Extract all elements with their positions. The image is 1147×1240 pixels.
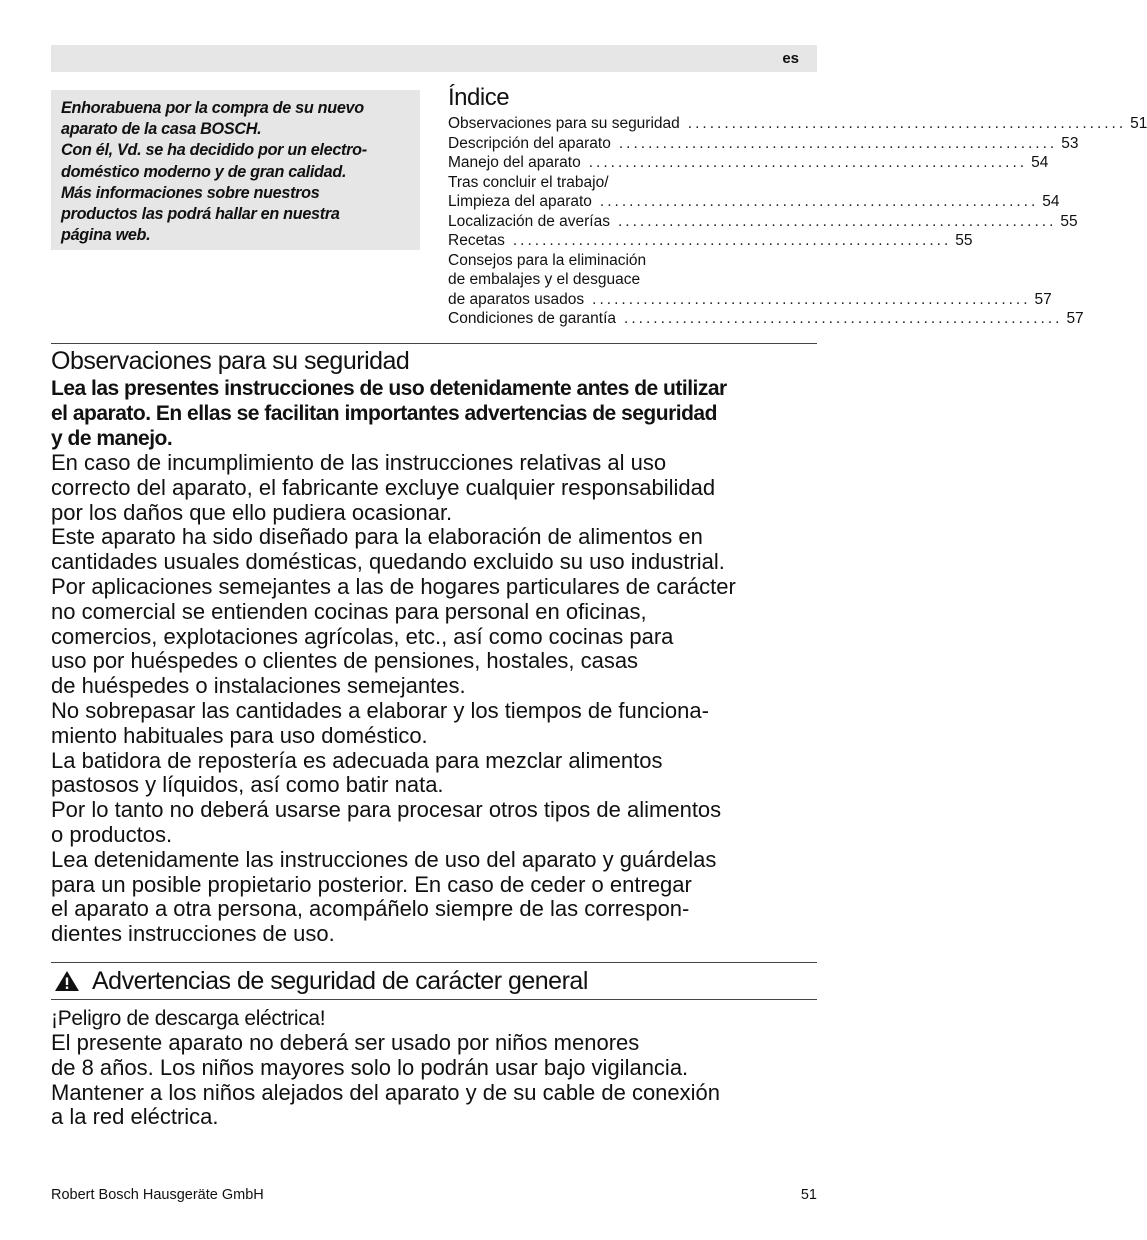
body-line: En caso de incumplimiento de las instrucciones relativas al uso	[51, 450, 667, 475]
warning-subtitle: ¡Peligro de descarga eléctrica!	[51, 1007, 326, 1030]
body-line: comercios, explotaciones agrícolas, etc., así como cocinas para	[51, 623, 674, 649]
body-line: de huéspedes o instalaciones semejantes.	[51, 673, 466, 699]
toc-entry-page: 57	[1034, 290, 1052, 308]
language-bar	[51, 45, 817, 72]
section-title: Observaciones para su seguridad	[51, 347, 410, 375]
toc-leader-dots: ............................................................	[588, 154, 1028, 171]
divider	[51, 962, 817, 963]
divider	[51, 343, 817, 344]
body-line: pastosos y líquidos, así como batir nata.	[51, 772, 444, 798]
toc-leader-dots: ............................................................	[618, 134, 1058, 152]
toc-entry-label: de aparatos usados	[448, 290, 585, 308]
toc-entry	[448, 212, 1078, 232]
toc-entry	[448, 270, 817, 290]
body-line: o productos.	[51, 821, 173, 847]
toc-leader-dots: ............................................................	[618, 212, 1057, 230]
intro-box	[51, 90, 420, 250]
toc-leader-dots: ............................................................	[512, 232, 952, 249]
body-line: Por aplicaciones semejantes a las de hogares particulares de carácter	[51, 573, 736, 599]
body-line: miento habituales para uso doméstico.	[51, 722, 428, 748]
body-line: uso por huéspedes o clientes de pensiones, hostales, casas	[51, 648, 639, 674]
toc-entry	[448, 192, 1060, 212]
footer-company: Robert Bosch Hausgeräte GmbH	[51, 1187, 264, 1203]
lead-line: y de manejo.	[51, 427, 173, 450]
toc-entry-label: Limpieza del aparato	[448, 193, 592, 210]
toc-entry-page: 55	[955, 232, 973, 249]
footer-page-number: 51	[800, 1187, 817, 1203]
toc-entry-label: Observaciones para su seguridad	[448, 115, 680, 132]
intro-line: aparato de la casa BOSCH.	[61, 120, 262, 139]
body-line: Este aparato ha sido diseñado para la elaboración de alimentos en	[51, 524, 703, 550]
warnings-section	[51, 1006, 821, 1130]
body-line: Mantener a los niños alejados del aparato y de su cable de conexión	[51, 1079, 721, 1105]
body-line: Lea detenidamente las instrucciones de uso del aparato y guárdelas	[51, 846, 717, 872]
page-footer	[51, 1187, 817, 1203]
body-line: para un posible propietario posterior. En caso de ceder o entregar	[51, 871, 692, 897]
body-line: por los daños que ello pudiera ocasionar.	[51, 499, 453, 525]
body-line: de 8 años. Los niños mayores solo lo podrán usar bajo vigilancia.	[51, 1054, 689, 1080]
toc-entry	[448, 251, 817, 271]
toc-entry	[448, 231, 973, 251]
toc-entry-page: 54	[1031, 154, 1049, 171]
intro-line: Con él, Vd. se ha decidido por un electro-	[61, 141, 367, 160]
body-line: El presente aparato no deberá ser usado por niños menores	[51, 1030, 640, 1055]
toc-entry-page: 54	[1042, 193, 1060, 210]
intro-line: productos las podrá hallar en nuestra	[61, 205, 340, 224]
toc-entry-label: Consejos para la eliminación	[448, 251, 647, 269]
toc-entry-label: Localización de averías	[448, 212, 610, 230]
toc-entry-label: Condiciones de garantía	[448, 310, 617, 327]
toc-entry-page: 53	[1061, 134, 1079, 152]
intro-line: doméstico moderno y de gran calidad.	[61, 162, 347, 181]
toc-entry-page: 57	[1066, 310, 1084, 327]
body-line: cantidades usuales domésticas, quedando excluido su uso industrial.	[51, 549, 725, 575]
toc-entry-page: 51	[1130, 115, 1147, 132]
toc-list	[448, 114, 1147, 329]
body-line: No sobrepasar las cantidades a elaborar y los tiempos de funciona-	[51, 697, 709, 723]
toc-entry	[448, 309, 1084, 329]
divider	[51, 999, 817, 1000]
language-code: es	[782, 50, 799, 67]
body-line: Por lo tanto no deberá usarse para procesar otros tipos de alimentos	[51, 797, 722, 823]
warning-triangle-icon	[54, 970, 80, 992]
intro-line: Más informaciones sobre nuestros	[61, 183, 320, 202]
warnings-title-text: Advertencias de seguridad de carácter general	[92, 967, 588, 995]
lead-line: Lea las presentes instrucciones de uso detenidamente antes de utilizar	[51, 377, 727, 400]
toc-leader-dots: ............................................................	[592, 290, 1031, 308]
toc-entry-page: 55	[1060, 212, 1078, 230]
body-line: La batidora de repostería es adecuada para mezclar alimentos	[51, 747, 663, 773]
toc-entry-label: Tras concluir el trabajo/	[448, 173, 609, 191]
toc-leader-dots: ............................................................	[687, 115, 1127, 132]
intro-line: página web.	[61, 226, 151, 245]
body-line: dientes instrucciones de uso.	[51, 921, 335, 947]
toc-leader-dots: ............................................................	[599, 193, 1039, 210]
toc-leader-dots: ............................................................	[624, 310, 1063, 327]
warnings-header	[51, 966, 817, 996]
toc-entry	[448, 153, 1049, 173]
toc-entry	[448, 114, 1147, 134]
body-line: el aparato a otra persona, acompáñelo siempre de las correspon-	[51, 896, 690, 922]
index-title: Índice	[448, 84, 510, 111]
toc-entry-label: Manejo del aparato	[448, 154, 581, 171]
safety-section	[51, 346, 821, 947]
toc-entry	[448, 173, 817, 193]
toc-entry	[448, 134, 1079, 154]
body-line: correcto del aparato, el fabricante excluye cualquier responsabilidad	[51, 474, 716, 500]
table-of-contents	[448, 84, 1147, 329]
body-line: a la red eléctrica.	[51, 1104, 219, 1130]
intro-line: Enhorabuena por la compra de su nuevo	[61, 99, 364, 117]
toc-entry-label: Recetas	[448, 232, 505, 249]
toc-entry-label: Descripción del aparato	[448, 134, 611, 152]
toc-entry	[448, 290, 1052, 310]
lead-line: el aparato. En ellas se facilitan importantes advertencias de seguridad	[51, 402, 717, 425]
warnings-title	[51, 966, 817, 996]
toc-entry-label: de embalajes y el desguace	[448, 271, 641, 288]
body-line: no comercial se entienden cocinas para personal en oficinas,	[51, 598, 647, 624]
